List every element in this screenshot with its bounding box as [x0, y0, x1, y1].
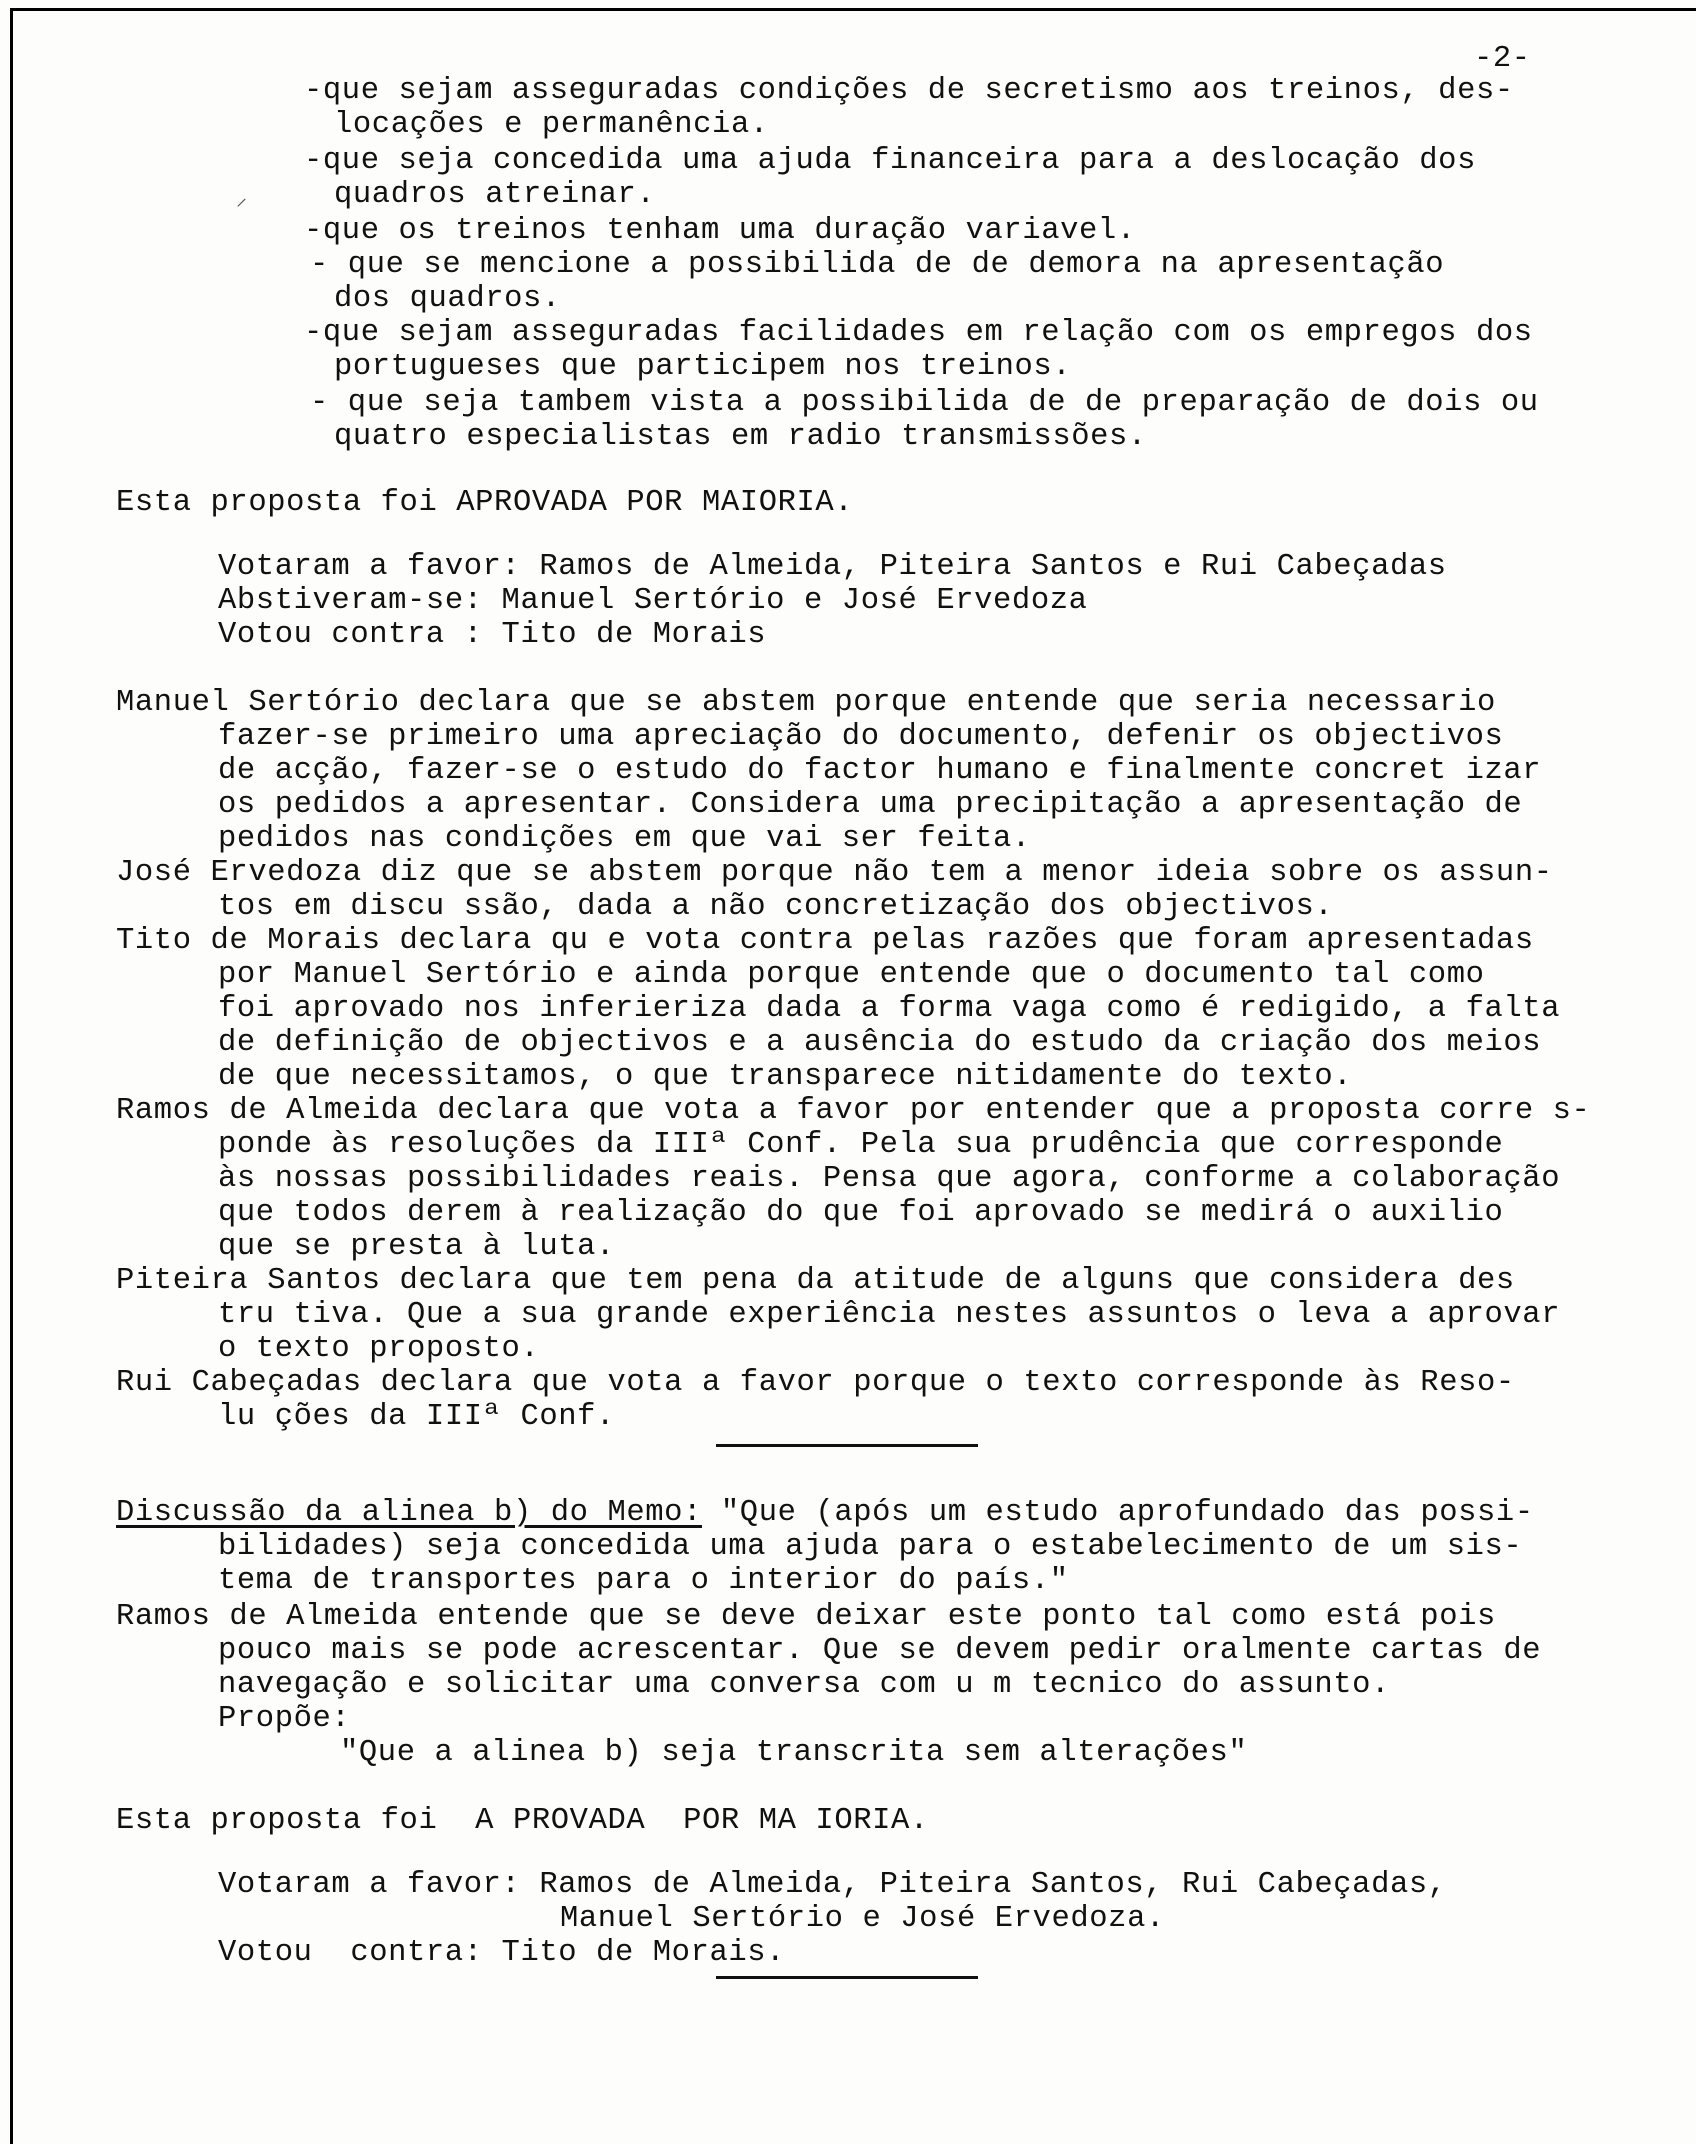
declaration-line: de definição de objectivos e a ausência do estudo da criação dos meios — [218, 1026, 1542, 1060]
list-item: dos quadros. — [334, 282, 561, 316]
declaration-line: fazer-se primeiro uma apreciação do documento, defenir os objectivos — [218, 720, 1504, 754]
proposal-quote: "Que a alinea b) seja transcrita sem alterações" — [340, 1736, 1248, 1770]
list-item: - que se mencione a possibilida de de demora na apresentação — [310, 248, 1445, 282]
list-item: -que sejam asseguradas condições de secretismo aos treinos, des- — [304, 74, 1514, 108]
list-item: - que seja tambem vista a possibilida de de preparação de dois ou — [310, 386, 1539, 420]
declaration-line: Rui Cabeçadas declara que vota a favor porque o texto corresponde às Reso- — [116, 1366, 1515, 1400]
votes-against: Votou contra: Tito de Morais. — [218, 1936, 786, 1970]
votes-for: Votaram a favor: Ramos de Almeida, Piteira Santos, Rui Cabeçadas, — [218, 1868, 1447, 1902]
discussion-line: bilidades) seja concedida uma ajuda para o estabelecimento de um sis- — [218, 1530, 1523, 1564]
discussion-heading — [116, 1496, 1534, 1530]
page-border-top — [10, 8, 1696, 11]
section-divider — [716, 1976, 978, 1979]
list-item: locações e permanência. — [334, 108, 769, 142]
declaration-line: lu ções da IIIª Conf. — [218, 1400, 615, 1434]
votes-against: Votou contra : Tito de Morais — [218, 618, 767, 652]
list-item: quatro especialistas em radio transmissões. — [334, 420, 1147, 454]
ramos-line: Ramos de Almeida entende que se deve deixar este ponto tal como está pois — [116, 1600, 1496, 1634]
ramos-line: pouco mais se pode acrescentar. Que se devem pedir oralmente cartas de — [218, 1634, 1542, 1668]
discussion-line: tema de transportes para o interior do país." — [218, 1564, 1069, 1598]
page-border-left — [10, 8, 13, 2144]
list-item: portugueses que participem nos treinos. — [334, 350, 1072, 384]
list-item: -que os treinos tenham uma duração variavel. — [304, 214, 1136, 248]
page-number: -2- — [1474, 42, 1531, 76]
votes-for: Votaram a favor: Ramos de Almeida, Piteira Santos e Rui Cabeçadas — [218, 550, 1447, 584]
ramos-line: navegação e solicitar uma conversa com u m tecnico do assunto. — [218, 1668, 1390, 1702]
declaration-line: tos em discu ssão, dada a não concretização dos objectivos. — [218, 890, 1334, 924]
declaration-line: de que necessitamos, o que transparece nitidamente do texto. — [218, 1060, 1353, 1094]
section-divider — [716, 1444, 978, 1447]
declaration-line: que todos derem à realização do que foi aprovado se medirá o auxilio — [218, 1196, 1504, 1230]
discussion-quote: "Que (após um estudo aprofundado das possi- — [702, 1496, 1534, 1530]
declaration-line: foi aprovado nos inferieriza dada a forma vaga como é redigido, a falta — [218, 992, 1561, 1026]
declaration-line: de acção, fazer-se o estudo do factor humano e finalmente concret izar — [218, 754, 1542, 788]
stray-mark: ⸝ — [236, 187, 248, 212]
declaration-line: ponde às resoluções da IIIª Conf. Pela sua prudência que corresponde — [218, 1128, 1504, 1162]
declaration-line: tru tiva. Que a sua grande experiência nestes assuntos o leva a aprovar — [218, 1298, 1561, 1332]
discussion-label: Discussão da alinea b) do Memo: — [116, 1496, 702, 1530]
declaration-line: o texto proposto. — [218, 1332, 540, 1366]
declaration-line: Ramos de Almeida declara que vota a favor por entender que a proposta corre s- — [116, 1094, 1591, 1128]
declaration-line: Tito de Morais declara qu e vota contra pelas razões que foram apresentadas — [116, 924, 1534, 958]
list-item: quadros atreinar. — [334, 178, 656, 212]
votes-abstain: Abstiveram-se: Manuel Sertório e José Ervedoza — [218, 584, 1088, 618]
declaration-line: que se presta à luta. — [218, 1230, 615, 1264]
declaration-line: por Manuel Sertório e ainda porque entende que o documento tal como — [218, 958, 1485, 992]
declaration-line: às nossas possibilidades reais. Pensa que agora, conforme a colaboração — [218, 1162, 1561, 1196]
declaration-line: Manuel Sertório declara que se abstem porque entende que seria necessario — [116, 686, 1496, 720]
list-item: -que seja concedida uma ajuda financeira para a deslocação dos — [304, 144, 1476, 178]
votes-for: Manuel Sertório e José Ervedoza. — [560, 1902, 1165, 1936]
ramos-line: Propõe: — [218, 1702, 351, 1736]
declaration-line: José Ervedoza diz que se abstem porque não tem a menor ideia sobre os assun- — [116, 856, 1553, 890]
list-item: -que sejam asseguradas facilidades em relação com os empregos dos — [304, 316, 1533, 350]
vote-result: Esta proposta foi APROVADA POR MAIORIA. — [116, 486, 854, 520]
declaration-line: pedidos nas condições em que vai ser feita. — [218, 822, 1031, 856]
declaration-line: Piteira Santos declara que tem pena da atitude de alguns que considera des — [116, 1264, 1515, 1298]
vote-result: Esta proposta foi A PROVADA POR MA IORIA. — [116, 1804, 929, 1838]
declaration-line: os pedidos a apresentar. Considera uma precipitação a apresentação de — [218, 788, 1523, 822]
